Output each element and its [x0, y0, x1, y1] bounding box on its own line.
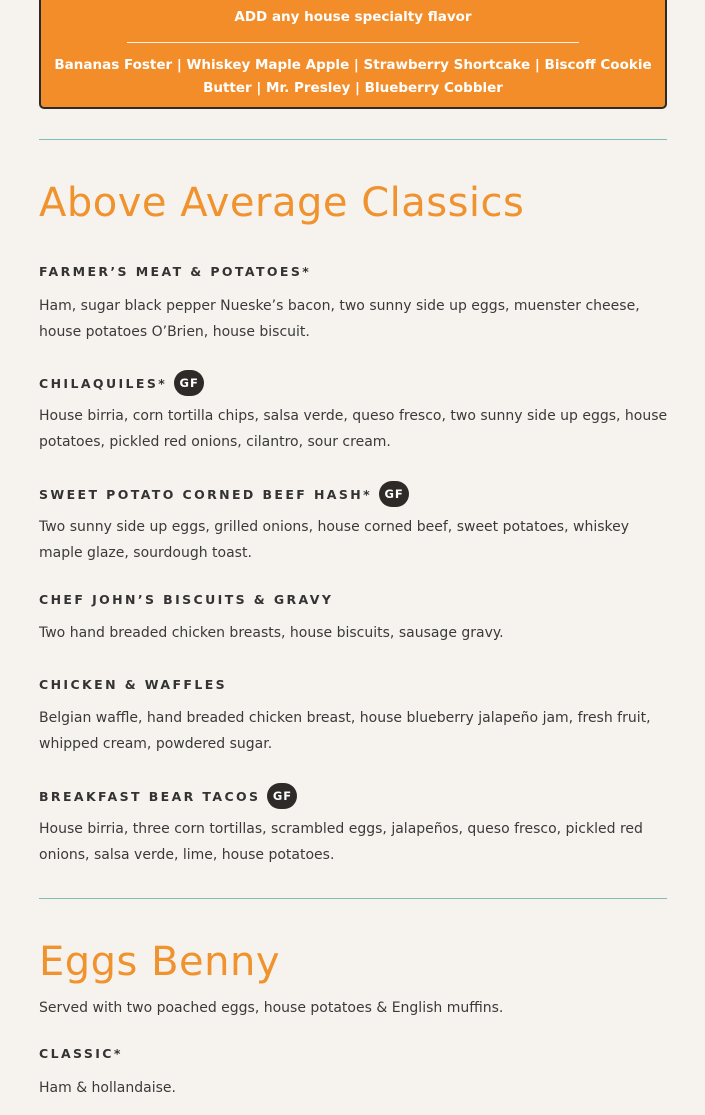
menu-item-name-text: CHEF JOHN’S BISCUITS & GRAVY — [39, 592, 334, 607]
section-divider — [39, 139, 667, 140]
menu-item-description: Two hand breaded chicken breasts, house biscuits, sausage gravy. — [39, 625, 504, 641]
menu-item-name-text: CHILAQUILES* — [39, 375, 168, 391]
section-title-eggs-benny: Eggs Benny — [39, 939, 281, 985]
menu-item-description: Belgian waffle, hand breaded chicken breast, house blueberry jalapeño jam, fresh fruit, whipped cream, powdered sugar. — [39, 710, 651, 752]
menu-item-name — [39, 370, 204, 396]
menu-item-description: House birria, three corn tortillas, scrambled eggs, jalapeños, queso fresco, pickled red onions, salsa verde, lime, house potatoes. — [39, 821, 643, 863]
menu-item-name-text: FARMER’S MEAT & POTATOES* — [39, 264, 312, 279]
section-subtitle: Served with two poached eggs, house potatoes & English muffins. — [39, 1000, 504, 1016]
menu-item-name — [39, 592, 333, 607]
menu-item-name-text: BREAKFAST BEAR TACOS — [39, 788, 261, 804]
section-title-classics: Above Average Classics — [39, 180, 525, 226]
menu-item-name-text: SWEET POTATO CORNED BEEF HASH* — [39, 486, 373, 502]
menu-item-name — [39, 1046, 123, 1061]
menu-item-name — [39, 783, 297, 809]
menu-item-description: Two sunny side up eggs, grilled onions, house corned beef, sweet potatoes, whiskey maple glaze, sourdough toast. — [39, 519, 630, 561]
flavor-addon-divider — [127, 42, 579, 43]
menu-item-description: House birria, corn tortilla chips, salsa verde, queso fresco, two sunny side up eggs, house potatoes, pickled red onions, cilantro, sour cream. — [39, 408, 668, 450]
menu-item-description: Ham, sugar black pepper Nueske’s bacon, two sunny side up eggs, muenster cheese, house potatoes O’Brien, house biscuit. — [39, 298, 640, 340]
menu-item-name — [39, 677, 227, 692]
menu-item-name-text: CHICKEN & WAFFLES — [39, 677, 228, 692]
gluten-free-badge: GF — [267, 783, 297, 809]
menu-item-description: Ham & hollandaise. — [39, 1080, 176, 1096]
gluten-free-badge: GF — [379, 481, 409, 507]
flavor-addon-title: ADD any house specialty flavor — [234, 9, 472, 25]
menu-item-name — [39, 264, 311, 279]
flavor-addon-box — [39, 0, 667, 109]
menu-item-name — [39, 481, 409, 507]
flavor-addon-list: Bananas Foster | Whiskey Maple Apple | Strawberry Shortcake | Biscoff Cookie Butter | Mr. Presley | Blueberry Cobbler — [54, 57, 652, 96]
menu-item-name-text: CLASSIC* — [39, 1046, 123, 1061]
section-divider — [39, 898, 667, 899]
gluten-free-badge: GF — [174, 370, 204, 396]
